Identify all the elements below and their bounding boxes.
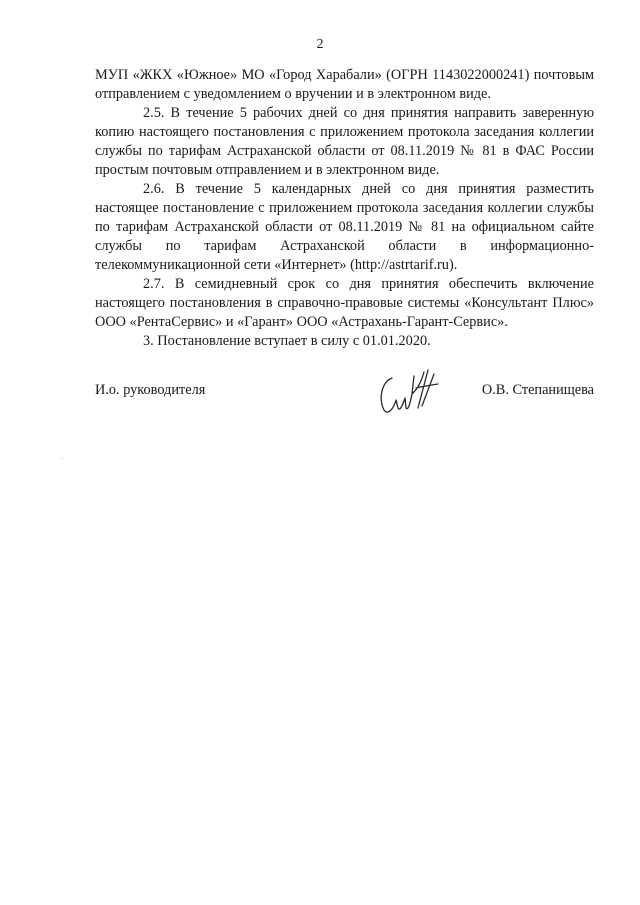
signature-block [95, 372, 594, 432]
paragraph-2-6: 2.6. В течение 5 календарных дней со дня принятия разместить настоящее постановление с приложением протокола заседания коллегии службы по тарифам Астраханской области от 08.11.2019 № 81 на официальном сайте службы по тарифам Астраханской области в информационно-телекоммуникационной сети «Интернет» (http://astrtarif.ru). [95, 181, 594, 273]
handwritten-signature [372, 368, 442, 418]
paragraph-continuation: МУП «ЖКХ «Южное» МО «Город Харабали» (ОГРН 1143022000241) почтовым отправлением с уведомлением о вручении и в электронном виде. [95, 67, 594, 102]
scan-speck [62, 458, 63, 459]
paragraph-2-5: 2.5. В течение 5 рабочих дней со дня принятия направить заверенную копию настоящего постановления с приложением протокола заседания коллегии службы по тарифам Астраханской области от 08.11.2019 № 81 в ФАС России простым почтовым отправлением и в электронном виде. [95, 105, 594, 178]
document-body [95, 66, 594, 351]
page-number: 2 [316, 37, 324, 52]
signatory-name: О.В. Степанищева [481, 382, 594, 398]
signatory-position: И.о. руководителя [95, 382, 206, 398]
paragraph-2-7: 2.7. В семидневный срок со дня принятия обеспечить включение настоящего постановления в справочно-правовые системы «Консультант Плюс» ООО «РентаСервис» и «Гарант» ООО «Астрахань-Гарант-Сервис». [95, 276, 594, 330]
paragraph-3: 3. Постановление вступает в силу с 01.01.2020. [143, 333, 431, 349]
